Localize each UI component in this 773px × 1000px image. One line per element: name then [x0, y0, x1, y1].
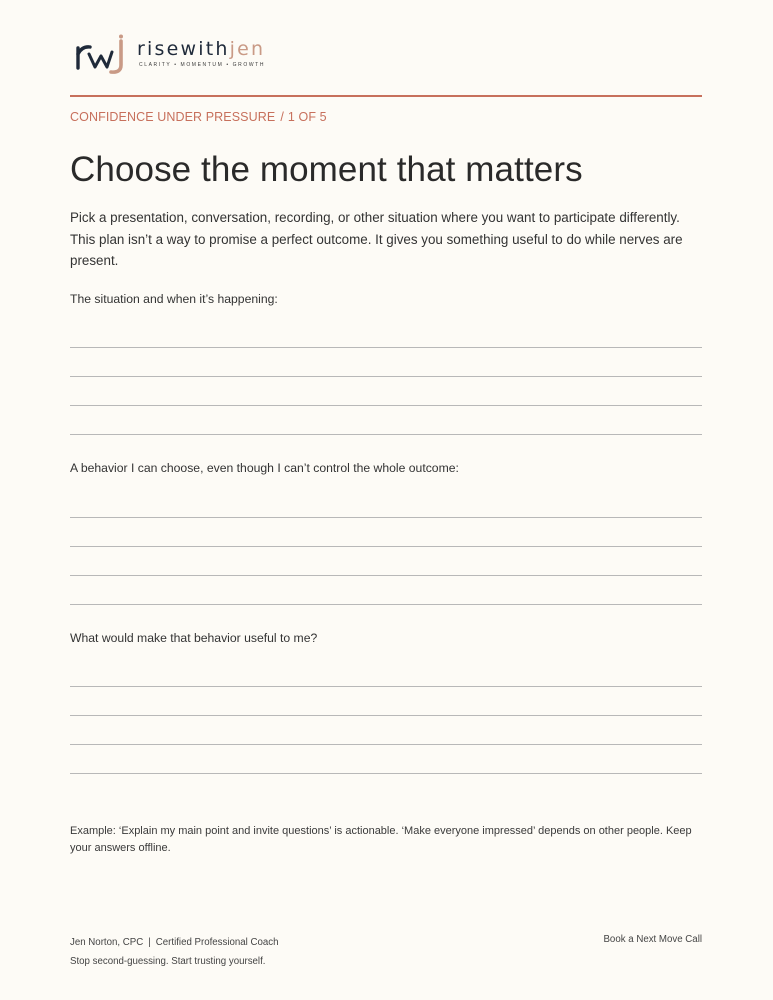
footer-credits	[70, 933, 279, 971]
writing-line[interactable]	[70, 517, 702, 518]
breadcrumb-progress: 1 OF 5	[287, 110, 327, 124]
book-call-link[interactable]: Book a Next Move Call	[603, 934, 702, 945]
writing-line[interactable]	[70, 686, 702, 687]
writing-line[interactable]	[70, 715, 702, 716]
brand-wordmark: risewithjen	[137, 38, 266, 60]
header-divider	[70, 95, 702, 97]
writing-line[interactable]	[70, 376, 702, 377]
breadcrumb-separator: /	[280, 110, 284, 124]
writing-line[interactable]	[70, 575, 702, 576]
writing-line[interactable]	[70, 773, 702, 774]
writing-line[interactable]	[70, 744, 702, 745]
worksheet-page	[70, 0, 702, 1000]
footer-slogan: Stop second-guessing. Start trusting yourself.	[70, 956, 266, 967]
prompt-situation-label: The situation and when it’s happening:	[70, 292, 278, 306]
breadcrumb-section: CONFIDENCE UNDER PRESSURE	[70, 110, 276, 124]
intro-paragraph: Pick a presentation, conversation, recording, or other situation where you want to participate differently. This plan isn’t a way to promise a perfect outcome. It gives you something useful to do while nerves are present.	[70, 210, 683, 268]
prompt-behavior-label: A behavior I can choose, even though I can’t control the whole outcome:	[70, 461, 459, 475]
writing-line[interactable]	[70, 604, 702, 605]
breadcrumb	[70, 110, 327, 124]
brand-logo	[76, 34, 265, 74]
writing-line[interactable]	[70, 405, 702, 406]
rwj-monogram-icon	[76, 34, 128, 74]
writing-line[interactable]	[70, 546, 702, 547]
prompt-usefulness-label: What would make that behavior useful to me?	[70, 631, 318, 645]
page-title: Choose the moment that matters	[70, 150, 583, 189]
coach-name: Jen Norton, CPC	[70, 937, 144, 948]
footer-separator: |	[148, 937, 151, 948]
coach-credential: Certified Professional Coach	[155, 937, 279, 948]
writing-line[interactable]	[70, 434, 702, 435]
example-note: Example: ‘Explain my main point and invite questions’ is actionable. ‘Make everyone impressed’ depends on other people. Keep your answers offline.	[70, 825, 692, 854]
brand-tagline: CLARITY • MOMENTUM • GROWTH	[139, 62, 266, 68]
writing-line[interactable]	[70, 347, 702, 348]
